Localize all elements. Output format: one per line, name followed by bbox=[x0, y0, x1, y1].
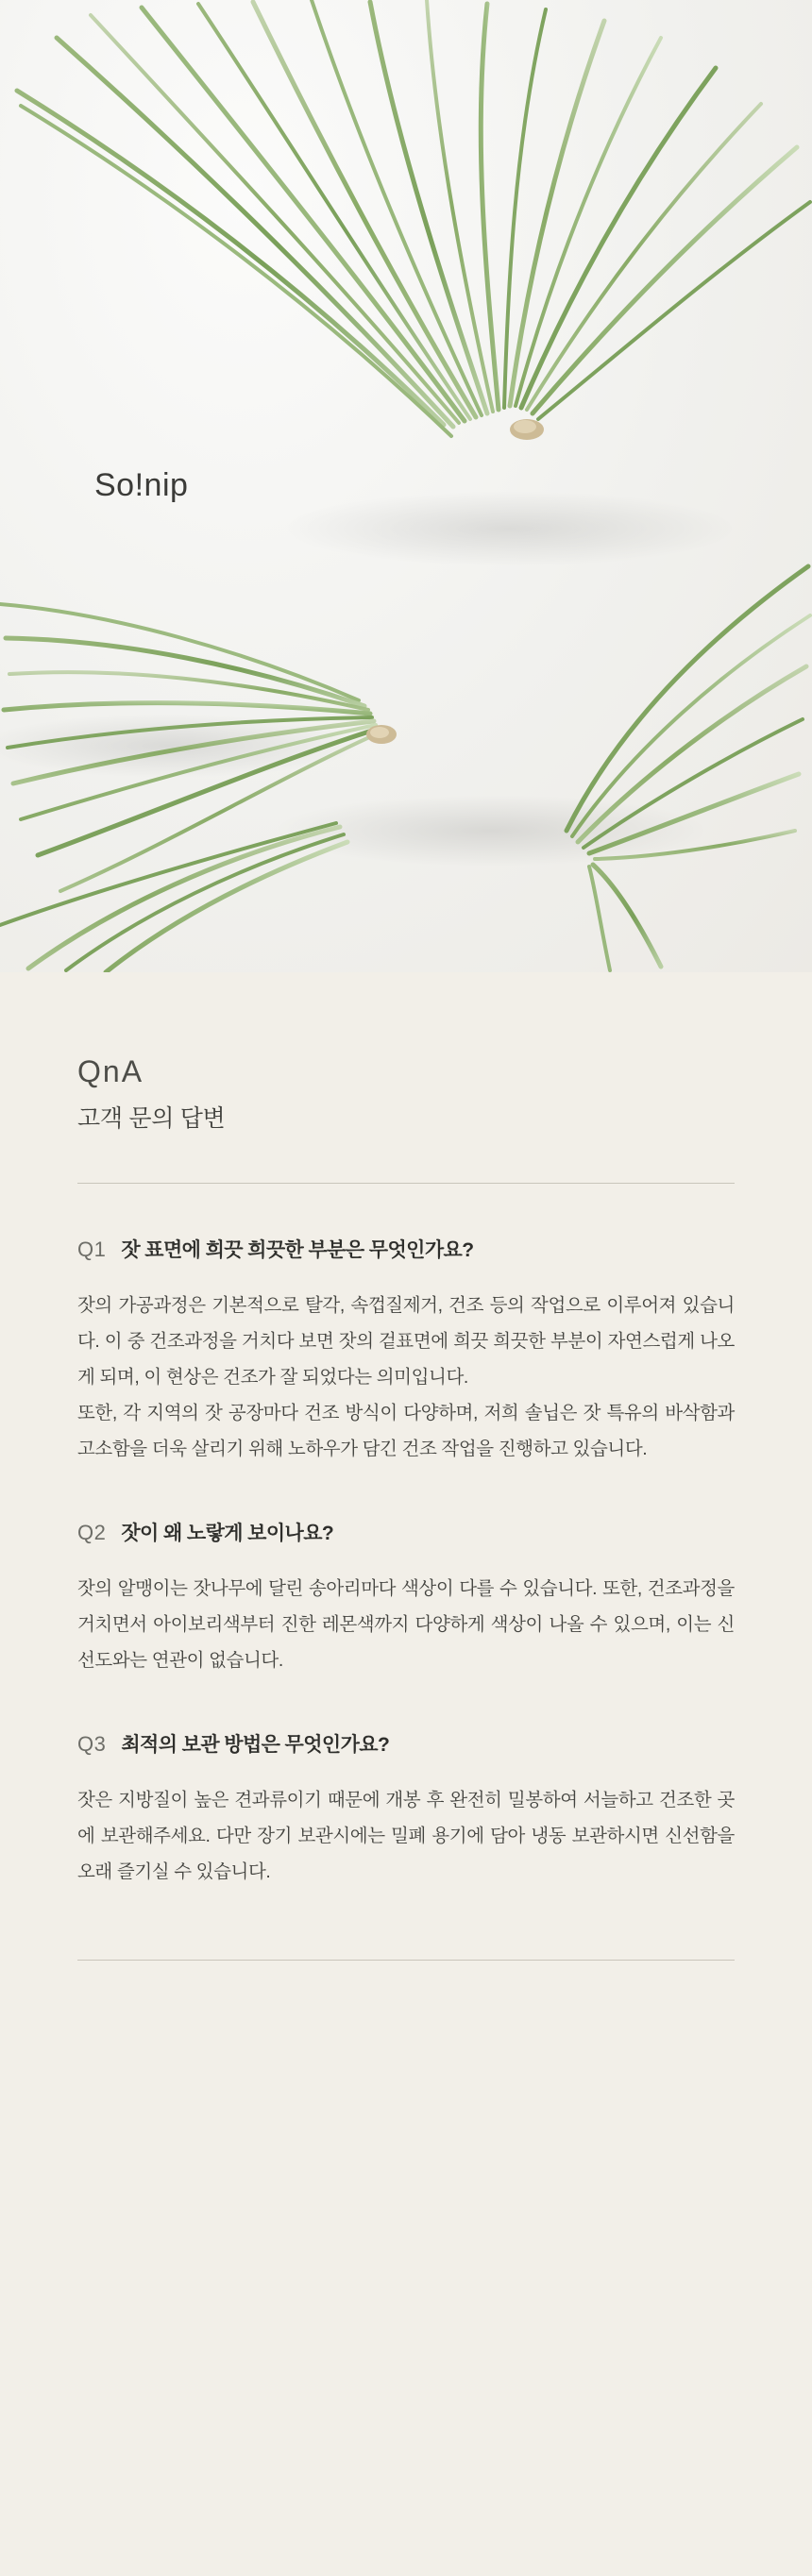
answer-paragraph: 또한, 각 지역의 잣 공장마다 건조 방식이 다양하며, 저희 솔닙은 잣 특유의 바삭함과 고소함을 더욱 살리기 위해 노하우가 담긴 건조 작업을 진행하고 있습니다. bbox=[77, 1403, 735, 1460]
page-tail-space bbox=[77, 1961, 735, 2093]
answer-paragraph: 잣의 알맹이는 잣나무에 달린 송아리마다 색상이 다를 수 있습니다. 또한, 건조과정을 거치면서 아이보리색부터 진한 레몬색까지 다양하게 색상이 나올 수 있으며, 이는 신선도와는 연관이 없습니다. bbox=[77, 1578, 735, 1672]
question-number: Q2 bbox=[77, 1521, 107, 1545]
qna-section bbox=[0, 972, 812, 2093]
hero-banner bbox=[0, 0, 812, 972]
answer-block bbox=[77, 1571, 735, 1678]
answer-block bbox=[77, 1782, 735, 1890]
qna-header bbox=[77, 972, 735, 1134]
question-number: Q1 bbox=[77, 1237, 107, 1262]
question-text: 최적의 보관 방법은 무엇인가요? bbox=[121, 1734, 390, 1757]
question-text: 잣이 왜 노랗게 보이나요? bbox=[121, 1523, 334, 1545]
qna-item bbox=[77, 1184, 735, 1467]
question-row bbox=[77, 1729, 735, 1758]
question-text: 잣 표면에 희끗 희끗한 부분은 무엇인가요? bbox=[121, 1239, 474, 1262]
answer-paragraph: 잣의 가공과정은 기본적으로 탈각, 속껍질제거, 건조 등의 작업으로 이루어져 있습니다. 이 중 건조과정을 거치다 보면 잣의 겉표면에 희끗 희끗한 부분이 자연스럽게 나오게 되며, 이 현상은 건조가 잘 되었다는 의미입니다. bbox=[77, 1295, 735, 1389]
qna-title: QnA bbox=[77, 1054, 144, 1088]
qna-item bbox=[77, 1678, 735, 1890]
answer-paragraph: 잣은 지방질이 높은 견과류이기 때문에 개봉 후 완전히 밀봉하여 서늘하고 건조한 곳에 보관해주세요. 다만 장기 보관시에는 밀폐 용기에 담아 냉동 보관하시면 신선함을 오래 즐기실 수 있습니다. bbox=[77, 1790, 735, 1883]
question-row bbox=[77, 1235, 735, 1263]
qna-subtitle: 고객 문의 답변 bbox=[77, 1105, 226, 1133]
qna-item bbox=[77, 1467, 735, 1678]
question-number: Q3 bbox=[77, 1732, 107, 1757]
answer-block bbox=[77, 1288, 735, 1467]
brand-logo: So!nip bbox=[94, 467, 189, 503]
qna-list bbox=[77, 1184, 735, 1890]
question-row bbox=[77, 1518, 735, 1546]
